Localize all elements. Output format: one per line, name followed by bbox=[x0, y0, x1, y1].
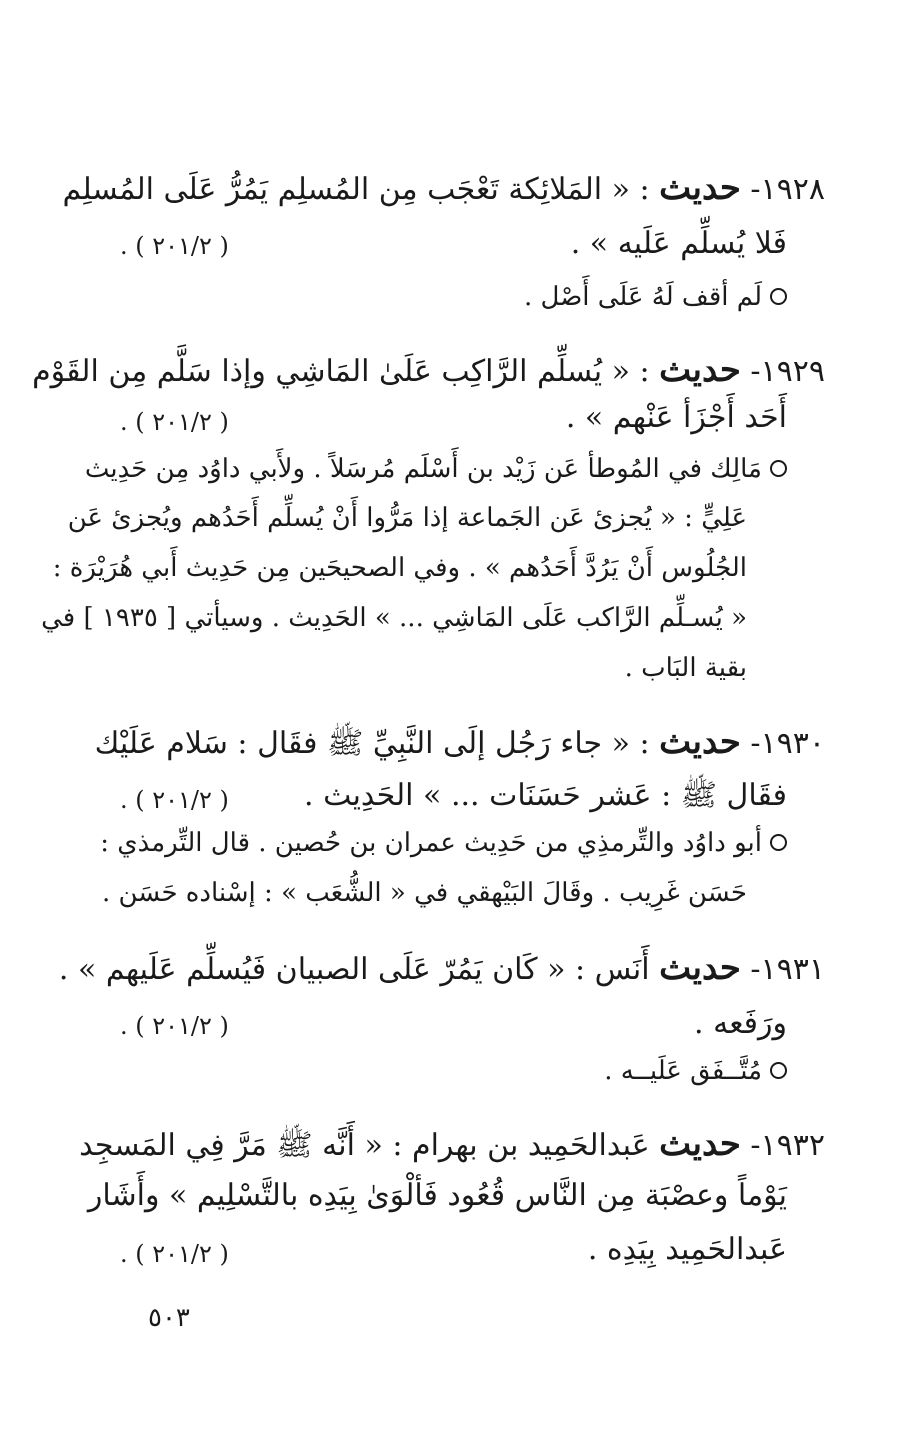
circle-bullet-icon bbox=[770, 1062, 787, 1079]
circle-bullet-icon bbox=[770, 834, 787, 851]
entry-1930-reference: ( ٢٠١/٢ ) . bbox=[120, 786, 229, 814]
entry-1932-reference: ( ٢٠١/٢ ) . bbox=[120, 1240, 229, 1268]
entry-1931-note-1: مُتَّــفَق عَلَيــه . bbox=[604, 1056, 787, 1087]
entry-1930-note-2: حَسَن غَرِيب . وقَالَ البَيْهقي في « الشُّعَب » : إسْناده حَسَن . bbox=[101, 878, 747, 908]
hadith-keyword: حديث bbox=[659, 350, 741, 390]
entry-number: ١٩٣٠- bbox=[750, 726, 825, 761]
hadith-keyword: حديث bbox=[659, 948, 741, 988]
entry-1928-reference: ( ٢٠١/٢ ) . bbox=[120, 232, 229, 260]
entry-1929-note-2: عَلِيٍّ : « يُجزئ عَن الجَماعة إذا مَرُّوا أَنْ يُسلِّم أَحَدُهم ويُجزئ عَن bbox=[67, 503, 747, 533]
entry-1929-note-4: « يُسـلِّم الرَّاكب عَلَى المَاشِي ... » الحَدِيث . وسيأتي [ ١٩٣٥ ] في bbox=[41, 603, 747, 633]
entry-1928-line-2: فَلا يُسلِّم عَلَيه » . bbox=[570, 226, 787, 261]
entry-1929-reference: ( ٢٠١/٢ ) . bbox=[120, 408, 229, 436]
circle-bullet-icon bbox=[770, 288, 787, 305]
entry-1929-note-3: الجُلُوس أَنْ يَرُدَّ أَحَدُهم » . وفي الصحيحَين مِن حَدِيث أَبي هُرَيْرَة : bbox=[52, 553, 747, 583]
hadith-keyword: حديث bbox=[659, 722, 741, 762]
page-number: ٥٠٣ bbox=[148, 1303, 190, 1333]
entry-1928-note-1: لَم أقف لَهُ عَلَى أَصْل . bbox=[524, 282, 787, 313]
entry-1928-line-1: ١٩٢٨- حديث : « المَلائِكة تَعْجَب مِن المُسلِم يَمُرُّ عَلَى المُسلِم bbox=[62, 168, 825, 208]
hadith-keyword: حديث bbox=[659, 168, 741, 208]
entry-1930-note-1: أبو داوُد والتِّرمذِي من حَدِيث عمران بن حُصين . قال التِّرمذي : bbox=[100, 828, 787, 859]
entry-1929-line-2: أَحَد أَجْزَأ عَنْهم » . bbox=[565, 400, 787, 435]
entry-number: ١٩٢٩- bbox=[750, 354, 825, 389]
hadith-keyword: حديث bbox=[659, 1124, 741, 1164]
entry-number: ١٩٣٢- bbox=[750, 1128, 825, 1163]
entry-1929-note-1: مَالِك في المُوطأ عَن زَيْد بن أَسْلَم مُرسَلاً . ولأَبي داوُد مِن حَدِيث bbox=[85, 454, 787, 485]
entry-number: ١٩٣١- bbox=[750, 952, 825, 987]
entry-1931-line-2: ورَفَعه . bbox=[694, 1006, 787, 1041]
entry-1929-note-5: بقية البَاب . bbox=[624, 653, 747, 683]
entry-1932-line-2: يَوْماً وعصْبَة مِن النَّاس قُعُود فَألْوَىٰ بِيَدِه بالتَّسْلِيم » وأَشَار bbox=[87, 1178, 787, 1213]
entry-1932-line-3: عَبدالحَمِيد بِيَدِه . bbox=[587, 1232, 787, 1267]
entry-1932-line-1: ١٩٣٢- حديث عَبدالحَمِيد بن بهرام : « أَنَّه ﷺ مَرَّ فِي المَسجِد bbox=[79, 1124, 825, 1164]
entry-1931-reference: ( ٢٠١/٢ ) . bbox=[120, 1012, 229, 1040]
entry-1929-line-1: ١٩٢٩- حديث : « يُسلِّم الرَّاكِب عَلَىٰ المَاشِي وإذا سَلَّم مِن القَوْم bbox=[32, 350, 825, 390]
entry-1930-line-1: ١٩٣٠- حديث : « جاء رَجُل إلَى النَّبِيِّ ﷺ فقَال : سَلام عَلَيْك bbox=[94, 722, 825, 762]
circle-bullet-icon bbox=[770, 460, 787, 477]
entry-1930-line-2: فقَال ﷺ : عَشر حَسَنَات ... » الحَدِيث . bbox=[304, 778, 787, 813]
entry-number: ١٩٢٨- bbox=[750, 172, 825, 207]
entry-1931-line-1: ١٩٣١- حديث أَنَس : « كَان يَمُرّ عَلَى الصبيان فَيُسلِّم عَلَيهم » . bbox=[58, 948, 825, 988]
